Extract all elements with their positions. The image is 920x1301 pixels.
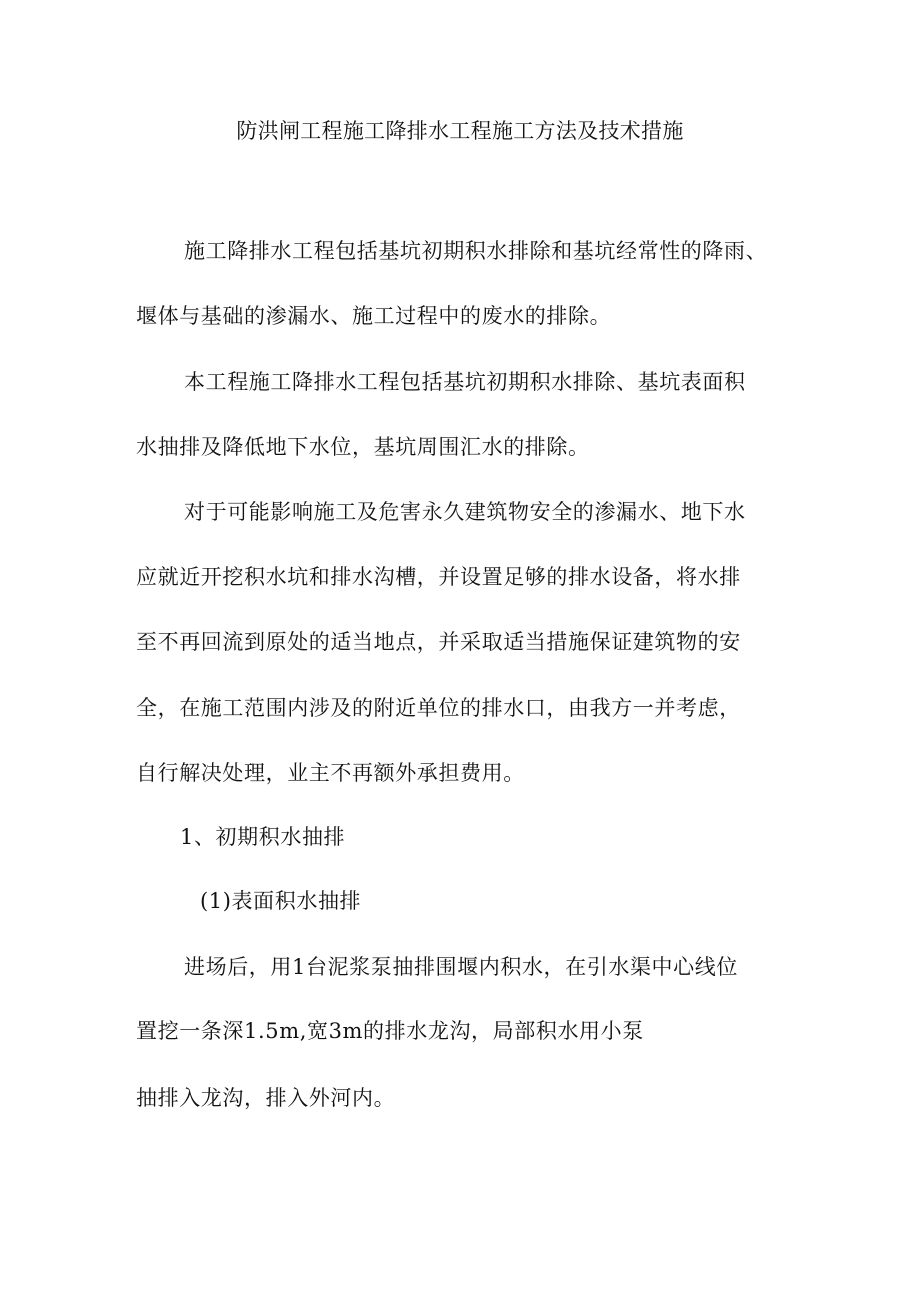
final-paragraph-line-3: 抽排入龙沟，排入外河内。: [136, 1086, 396, 1110]
document-title: 防洪闸工程施工降排水工程施工方法及技术措施: [236, 119, 684, 143]
paragraph-3-line-2: 应就近开挖积水坑和排水沟槽，并设置足够的排水设备，将水排: [136, 565, 741, 589]
paragraph-2-line-1: 本工程施工降排水工程包括基坑初期积水排除、基坑表面积: [184, 370, 746, 394]
subsection-heading: (1)表面积水抽排: [200, 889, 362, 913]
section-heading: 1、初期积水抽排: [180, 825, 346, 849]
final-paragraph-line-2: 置挖一条深1.5m,宽3m的排水龙沟，局部积水用小泵: [136, 1019, 644, 1043]
paragraph-2-line-2: 水抽排及降低地下水位，基坑周围汇水的排除。: [136, 435, 590, 459]
paragraph-3-line-5: 自行解决处理，业主不再额外承担费用。: [136, 761, 525, 785]
paragraph-3-line-3: 至不再回流到原处的适当地点，并采取适当措施保证建筑物的安: [136, 630, 741, 654]
final-paragraph-line-1: 进场后，用1台泥浆泵抽排围堰内积水，在引水渠中心线位: [184, 955, 738, 979]
paragraph-3-line-4: 全，在施工范围内涉及的附近单位的排水口，由我方一并考虑，: [136, 696, 741, 720]
paragraph-1-line-1: 施工降排水工程包括基坑初期积水排除和基坑经常性的降雨、: [184, 239, 768, 263]
paragraph-3-line-1: 对于可能影响施工及危害永久建筑物安全的渗漏水、地下水: [184, 500, 746, 524]
paragraph-1-line-2: 堰体与基础的渗漏水、施工过程中的废水的排除。: [136, 304, 612, 328]
